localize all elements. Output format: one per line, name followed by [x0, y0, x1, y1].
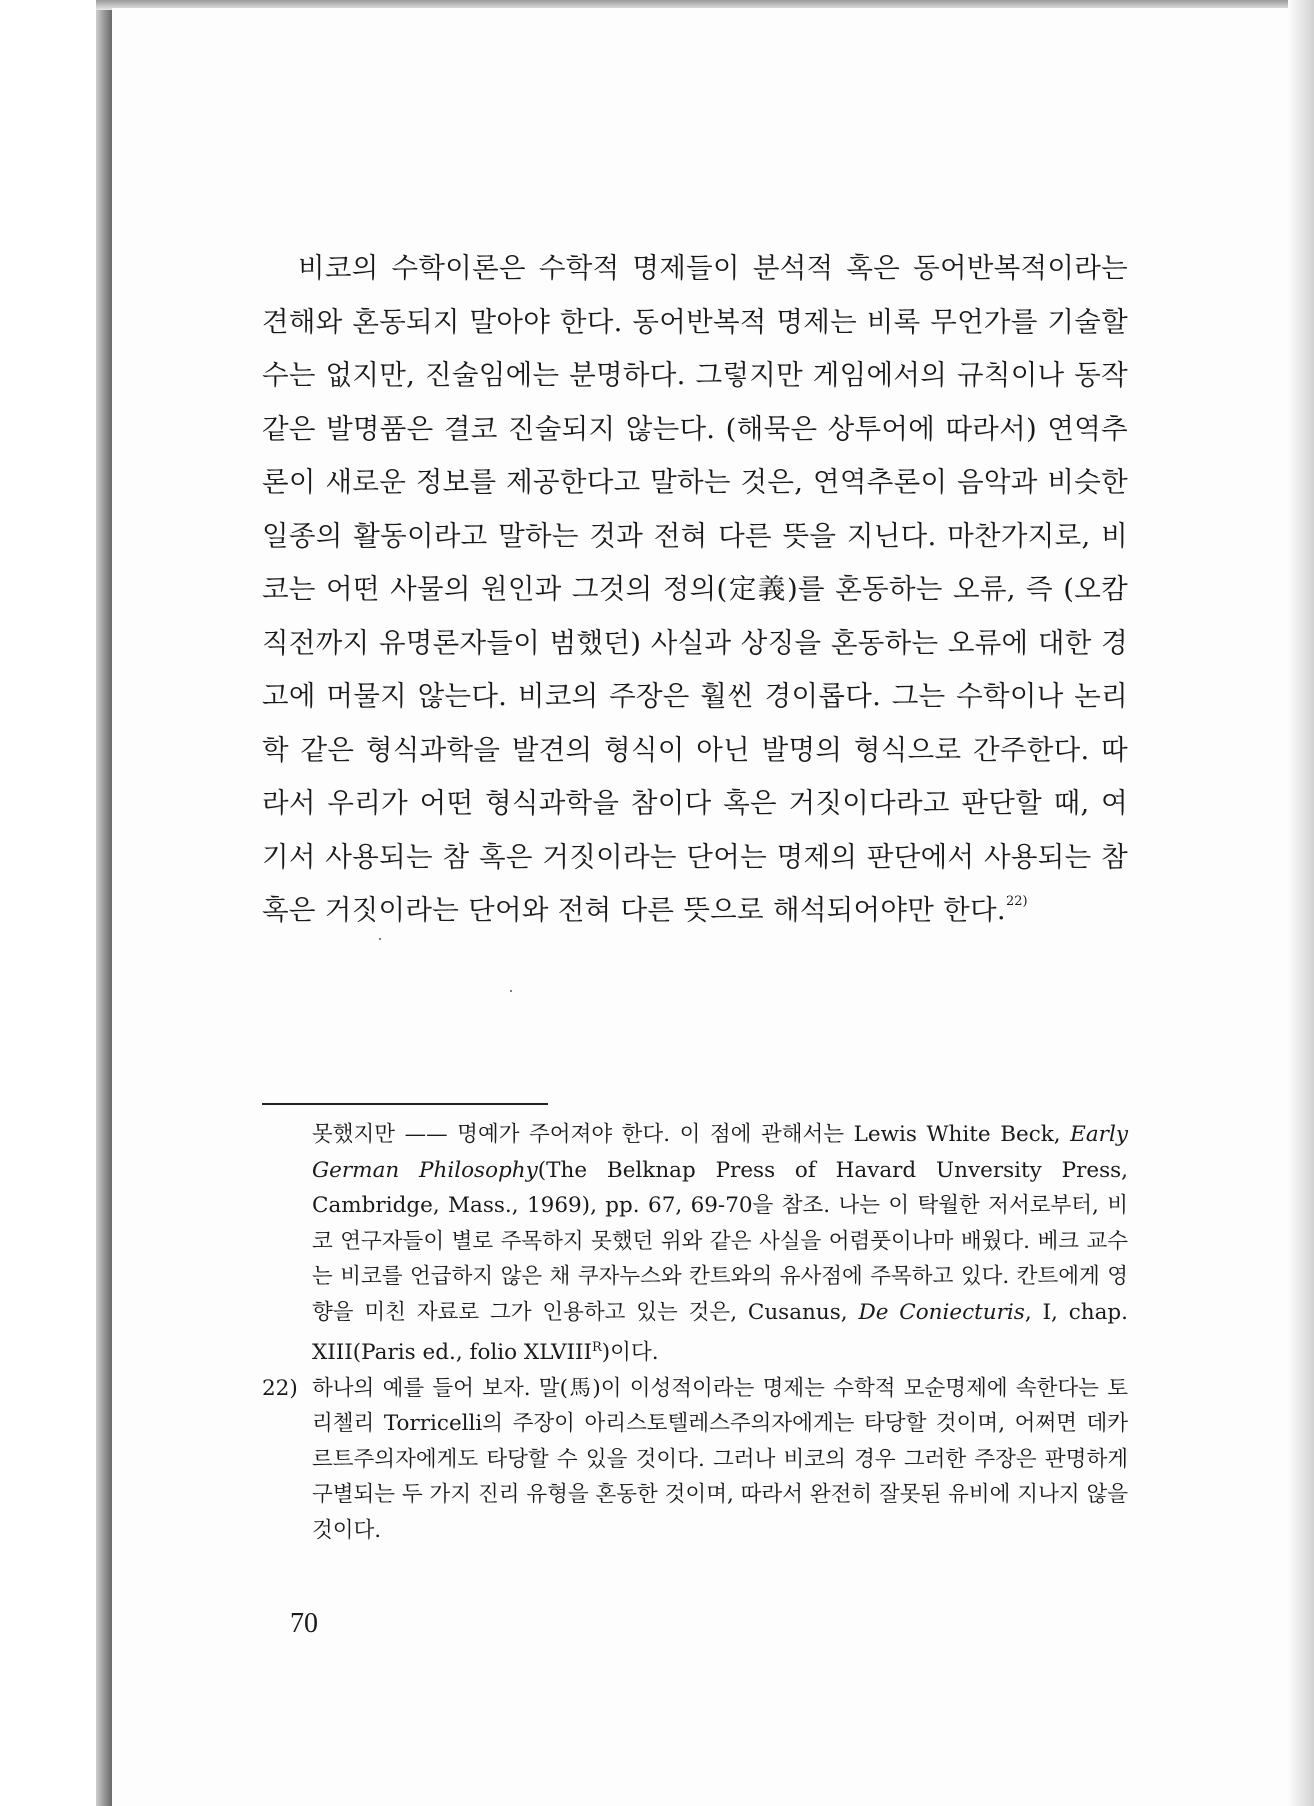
scan-speck — [510, 990, 512, 992]
footnote-text: 못했지만 —— 명예가 주어져야 한다. 이 점에 관해서는 Lewis White Beck, — [312, 1122, 1071, 1147]
footnote-number: 22) — [262, 1375, 298, 1401]
footnote-reference-22: 22) — [1005, 894, 1028, 909]
page-right-shadow — [1288, 0, 1314, 1806]
paragraph-text: 비코의 수학이론은 수학적 명제들이 분석적 혹은 동어반복적이라는 견해와 혼동되지 말아야 한다. 동어반복적 명제는 비록 무언가를 기술할 수는 없지만, 진술임에는 분명하다. 그렇지만 게임에서의 규칙이나 동작 같은 발명품은 결코 진술되지 않는다. (해묵은 상투어에 따라서) 연역추론이 새로운 정보를 제공한다고 말하는 것은, 연역추론이 음악과 비슷한 일종의 활동이라고 말하는 것과 전혀 다른 뜻을 지닌다. 마찬가지로, 비코는 어떤 사물의 원인과 그것의 정의(定義)를 혼동하는 오류, 즉 (오캄 직전까지 유명론자들이 범했던) 사실과 상징을 혼동하는 오류에 대한 경고에 머물지 않는다. 비코의 주장은 훨씬 경이롭다. 그는 수학이나 논리학 같은 형식과학을 발견의 형식이 아닌 발명의 형식으로 간주한다. 따라서 우리가 어떤 형식과학을 참이다 혹은 거짓이다라고 판단할 때, 여기서 사용되는 참 혹은 거짓이라는 단어는 명제의 판단에서 사용되는 참 혹은 거짓이라는 단어와 전혀 다른 뜻으로 해석되어야만 한다. — [262, 252, 1128, 926]
book-title: Early German Philosophy — [312, 1122, 1128, 1183]
footnote-22 — [262, 1371, 1128, 1549]
footnote-text: )이다. — [601, 1340, 659, 1366]
footnote-text: , I, chap. XIII(Paris ed., folio XLVIII — [312, 1299, 1128, 1366]
footnotes — [262, 1117, 1128, 1548]
main-paragraph — [262, 242, 1128, 938]
page-number: 70 — [290, 1608, 318, 1639]
footnote-separator — [262, 1103, 548, 1105]
scan-speck — [379, 938, 381, 940]
footnote-text: 하나의 예를 들어 보자. 말(馬)이 이성적이라는 명제는 수학적 모순명제에 속한다는 토리첼리 Torricelli의 주장이 아리스토텔레스주의자에게는 타당할 것이며, 어쩌면 데카르트주의자에게도 타당할 수 있을 것이다. 그러나 비코의 경우 그러한 주장은 판명하게 구별되는 두 가지 진리 유형을 혼동한 것이며, 따라서 완전히 잘못된 유비에 지나지 않을 것이다. — [312, 1375, 1128, 1543]
body-text — [262, 242, 1128, 938]
footnote-text: (The Belknap Press of Havard Unversity Press, Cambridge, Mass., 1969), pp. 67, 69-70을 참조. 나는 이 탁월한 저서로부터, 비코 연구자들이 별로 주목하지 못했던 위와 같은 사실을 어렴풋이나마 배웠다. 베크 교수는 비코를 언급하지 않은 채 쿠자누스와 칸트와의 유사점에 주목하고 있다. 칸트에게 영향을 미친 자료로 그가 인용하고 있는 것은, Cusanus, — [312, 1157, 1128, 1325]
folio-superscript: R — [591, 1340, 602, 1355]
work-title: De Coniecturis — [858, 1299, 1025, 1325]
footnote-21-continued — [312, 1117, 1128, 1371]
